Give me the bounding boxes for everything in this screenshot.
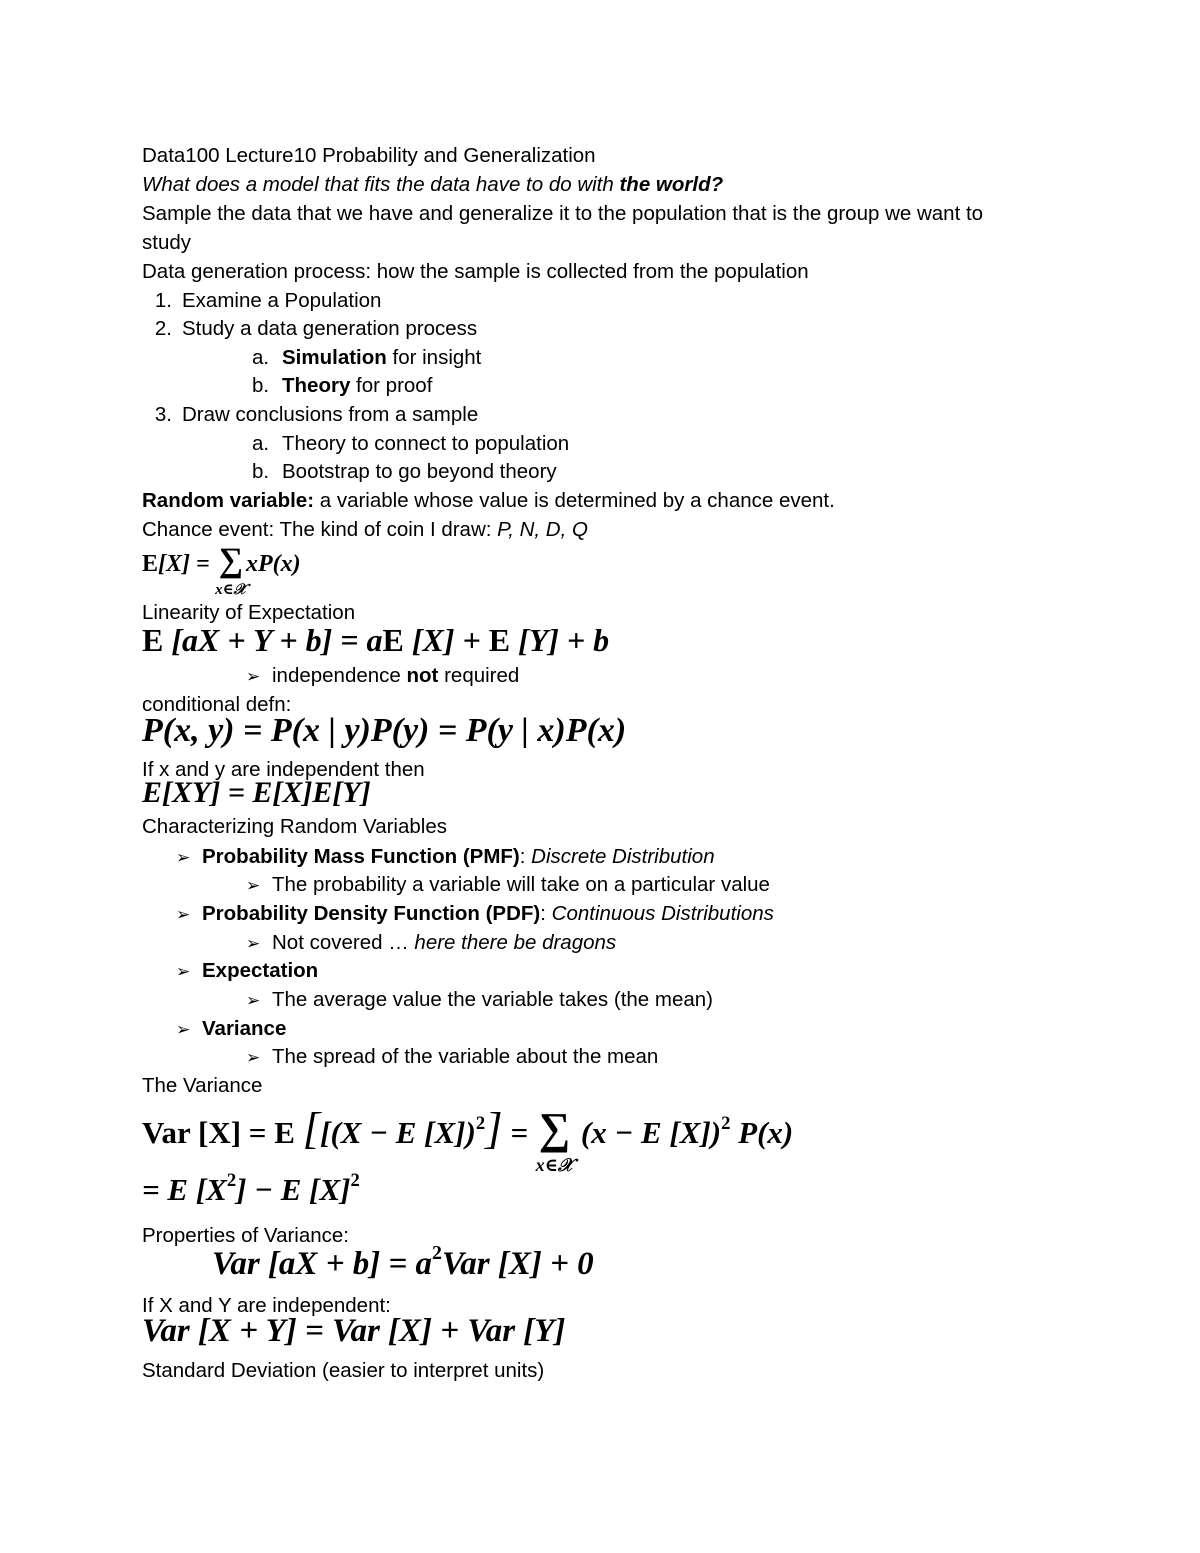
page-title: Data100 Lecture10 Probability and Generalization bbox=[142, 144, 596, 167]
independent-XY-label: If X and Y are independent: bbox=[142, 1294, 391, 1317]
char-item-variance: ➢ Variance bbox=[176, 1015, 286, 1044]
arrow-bullet-icon: ➢ bbox=[246, 934, 261, 953]
sub-text: Theory to connect to population bbox=[282, 432, 570, 455]
step-text: Draw conclusions from a sample bbox=[182, 403, 479, 426]
step-number: 3. bbox=[154, 403, 172, 426]
summation: ∑ x∈𝒳 bbox=[535, 1104, 574, 1175]
sub-text: for insight bbox=[386, 346, 482, 369]
char-sub-variance: ➢ The spread of the variable about the mean bbox=[246, 1043, 658, 1072]
chance-event-line bbox=[142, 516, 588, 544]
arrow-bullet-icon: ➢ bbox=[176, 1020, 191, 1039]
variance-label: The Variance bbox=[142, 1074, 263, 1097]
sub-bold: Theory bbox=[282, 374, 351, 397]
chance-prefix: Chance event: The kind of coin I draw: bbox=[142, 518, 498, 541]
step-number: 2. bbox=[154, 317, 172, 340]
chance-coins: P, N, D, Q bbox=[497, 518, 588, 541]
step-1 bbox=[142, 287, 381, 315]
arrow-bullet-icon: ➢ bbox=[176, 962, 191, 981]
guiding-question-emphasis: the world? bbox=[619, 173, 724, 196]
arrow-bullet-icon: ➢ bbox=[246, 667, 261, 686]
rv-definition: a variable whose value is determined by a chance event. bbox=[314, 489, 835, 512]
char-sub-expectation: ➢ The average value the variable takes (the mean) bbox=[246, 986, 713, 1015]
independent-label: If x and y are independent then bbox=[142, 758, 425, 781]
variance-property-formula: Var $[aX + b] = a^2Var$ [X] + 0 bbox=[212, 1242, 594, 1282]
variance-formula: Var [X] = E [[(X − E [X])$^2$] = ∑ x∈𝒳 (x − E [X])$^2$ P(x) bbox=[142, 1103, 794, 1175]
step-3b bbox=[252, 458, 557, 486]
summation: ∑ x∈𝒳 bbox=[215, 542, 247, 598]
sub-bold: Simulation bbox=[282, 346, 387, 369]
step-text: Study a data generation process bbox=[182, 317, 478, 340]
sub-text: Bootstrap to go beyond theory bbox=[282, 460, 557, 483]
arrow-bullet-icon: ➢ bbox=[176, 848, 191, 867]
step-2 bbox=[142, 315, 477, 343]
dgp-line: Data generation process: how the sample is collected from the population bbox=[142, 260, 809, 283]
conditional-formula: P(x, y) = P(x | y)P(y) = P(y | x)P(x) bbox=[142, 712, 627, 749]
char-item-pdf: ➢ Probability Density Function (PDF): Continuous Distributions bbox=[176, 900, 774, 929]
variance-sum-formula: Var [X + Y] = Var [X] + Var [Y] bbox=[142, 1313, 566, 1349]
step-3 bbox=[142, 401, 478, 429]
random-variable-def bbox=[142, 487, 835, 515]
step-2b bbox=[252, 372, 432, 400]
arrow-bullet-icon: ➢ bbox=[246, 991, 261, 1010]
char-sub-pmf: ➢ The probability a variable will take on a particular value bbox=[246, 871, 770, 900]
characterizing-label: Characterizing Random Variables bbox=[142, 815, 447, 838]
properties-label: Properties of Variance: bbox=[142, 1224, 350, 1247]
guiding-question bbox=[142, 171, 723, 199]
std-deviation-label: Standard Deviation (easier to interpret units) bbox=[142, 1359, 545, 1382]
arrow-bullet-icon: ➢ bbox=[246, 876, 261, 895]
step-2a bbox=[252, 344, 481, 372]
step-3a bbox=[252, 430, 569, 458]
rv-term: Random variable: bbox=[142, 489, 315, 512]
char-item-pmf: ➢ Probability Mass Function (PMF): Discrete Distribution bbox=[176, 843, 715, 872]
sub-letter: b. bbox=[252, 374, 270, 397]
sub-letter: b. bbox=[252, 460, 270, 483]
char-item-expectation: ➢ Expectation bbox=[176, 957, 318, 986]
linearity-label: Linearity of Expectation bbox=[142, 601, 356, 624]
step-text: Examine a Population bbox=[182, 289, 382, 312]
linearity-formula: E [aX + Y + b] = aE [X] + E [Y] + b bbox=[142, 622, 610, 658]
guiding-question-text: What does a model that fits the data have to do with bbox=[142, 173, 620, 196]
arrow-bullet-icon: ➢ bbox=[246, 1048, 261, 1067]
conditional-label: conditional defn: bbox=[142, 693, 292, 716]
sub-text: for proof bbox=[350, 374, 433, 397]
step-number: 1. bbox=[154, 289, 172, 312]
char-sub-pdf: ➢ Not covered … here there be dragons bbox=[246, 929, 616, 958]
sample-line-1: Sample the data that we have and generalize it to the population that is the group we want to bbox=[142, 202, 984, 225]
sub-letter: a. bbox=[252, 432, 270, 455]
sub-letter: a. bbox=[252, 346, 270, 369]
variance-alt-formula: = E $[X^2] - E$ $[X]^2$ bbox=[142, 1170, 360, 1207]
arrow-bullet-icon: ➢ bbox=[176, 905, 191, 924]
independent-product-formula: E[XY] = E[X]E[Y] bbox=[142, 776, 371, 809]
sample-line-2: study bbox=[142, 231, 191, 254]
independence-note: ➢ independence not required bbox=[246, 662, 519, 691]
expectation-formula: E[X] = ∑ x∈𝒳 xP(x) bbox=[142, 542, 301, 598]
